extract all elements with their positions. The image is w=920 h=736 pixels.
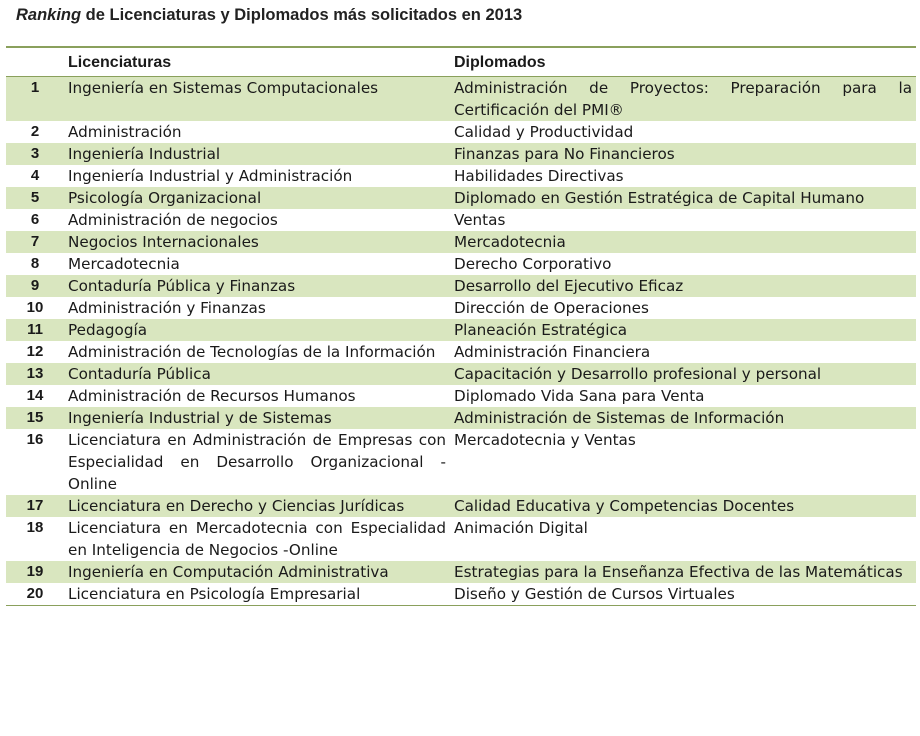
- diplomado-cell: Administración Financiera: [454, 343, 651, 361]
- licenciatura-cell: Contaduría Pública: [68, 365, 211, 383]
- licenciatura-cell: Pedagogía: [68, 321, 148, 339]
- table-row: [6, 143, 916, 165]
- table-row: [6, 495, 916, 517]
- licenciatura-cell: Mercadotecnia: [68, 255, 180, 273]
- diplomado-cell: Habilidades Directivas: [454, 167, 624, 185]
- table-row: [6, 253, 916, 275]
- rank-number: 17: [26, 497, 44, 514]
- table-row: [6, 77, 916, 122]
- rank-number: 6: [30, 211, 40, 228]
- diplomado-cell: Capacitación y Desarrollo profesional y personal: [454, 365, 822, 383]
- licenciatura-cell: Administración de Tecnologías de la Información: [68, 343, 436, 361]
- licenciatura-cell: Contaduría Pública y Finanzas: [68, 277, 296, 295]
- ranking-table: [6, 46, 916, 606]
- diplomado-cell: Desarrollo del Ejecutivo Eficaz: [454, 277, 684, 295]
- rank-number: 10: [26, 299, 44, 316]
- licenciatura-cell: Administración de Recursos Humanos: [68, 387, 356, 405]
- table-row: [6, 275, 916, 297]
- rank-number: 8: [30, 255, 40, 272]
- rank-number: 9: [30, 277, 40, 294]
- header-diplomados: Diplomados: [454, 54, 546, 71]
- licenciatura-cell: Ingeniería en Sistemas Computacionales: [68, 79, 379, 97]
- licenciatura-cell: Ingeniería Industrial y de Sistemas: [68, 409, 332, 427]
- licenciatura-cell: Ingeniería Industrial: [68, 145, 221, 163]
- page-title: [16, 6, 522, 25]
- diplomado-cell: Planeación Estratégica: [454, 321, 628, 339]
- licenciatura-cell: Licenciatura en Administración de Empresas con Especialidad en Desarrollo Organizacional -Online: [68, 431, 446, 493]
- rank-number: 12: [26, 343, 44, 360]
- table-row: [6, 385, 916, 407]
- table-row: [6, 341, 916, 363]
- table-row: [6, 561, 916, 583]
- licenciatura-cell: Administración y Finanzas: [68, 299, 266, 317]
- rank-number: 14: [26, 387, 44, 404]
- table-row: [6, 297, 916, 319]
- table-row: [6, 209, 916, 231]
- licenciatura-cell: Licenciatura en Derecho y Ciencias Jurídicas: [68, 497, 405, 515]
- diplomado-cell: Administración de Sistemas de Información: [454, 409, 785, 427]
- table-row: [6, 121, 916, 143]
- rank-number: 4: [30, 167, 40, 184]
- table-row: [6, 363, 916, 385]
- table-row: [6, 407, 916, 429]
- diplomado-cell: Mercadotecnia: [454, 233, 566, 251]
- rank-number: 7: [30, 233, 40, 250]
- diplomado-cell: Finanzas para No Financieros: [454, 145, 675, 163]
- licenciatura-cell: Negocios Internacionales: [68, 233, 259, 251]
- rank-number: 3: [30, 145, 40, 162]
- table-row: [6, 319, 916, 341]
- licenciatura-cell: Licenciatura en Mercadotecnia con Especialidad en Inteligencia de Negocios -Online: [68, 519, 446, 559]
- table-row: [6, 187, 916, 209]
- rank-number: 1: [30, 79, 40, 96]
- diplomado-cell: Administración de Proyectos: Preparación para la Certificación del PMI®: [454, 79, 912, 119]
- rank-number: 11: [27, 321, 43, 338]
- diplomado-cell: Calidad Educativa y Competencias Docentes: [454, 497, 795, 515]
- diplomado-cell: Calidad y Productividad: [454, 123, 634, 141]
- diplomado-cell: Ventas: [454, 211, 506, 229]
- rank-number: 19: [26, 563, 44, 580]
- licenciatura-cell: Licenciatura en Psicología Empresarial: [68, 585, 361, 603]
- diplomado-cell: Diseño y Gestión de Cursos Virtuales: [454, 585, 735, 603]
- diplomado-cell: Derecho Corporativo: [454, 255, 612, 273]
- table-row: [6, 231, 916, 253]
- rank-number: 18: [26, 519, 44, 536]
- licenciatura-cell: Ingeniería Industrial y Administración: [68, 167, 353, 185]
- rank-number: 20: [26, 585, 44, 602]
- header-number: [6, 47, 64, 77]
- diplomado-cell: Mercadotecnia y Ventas: [454, 431, 636, 449]
- rank-number: 13: [26, 365, 44, 382]
- diplomado-cell: Diplomado Vida Sana para Venta: [454, 387, 705, 405]
- table-row: [6, 517, 916, 561]
- header-licenciaturas: Licenciaturas: [68, 54, 172, 71]
- diplomado-cell: Diplomado en Gestión Estratégica de Capital Humano: [454, 189, 865, 207]
- header-row: [6, 47, 916, 77]
- rank-number: 5: [30, 189, 40, 206]
- title-rest: de Licenciaturas y Diplomados más solicitados en 2013: [81, 6, 523, 24]
- rank-number: 15: [26, 409, 44, 426]
- diplomado-cell: Estrategias para la Enseñanza Efectiva de las Matemáticas: [454, 563, 903, 581]
- rank-number: 2: [30, 123, 40, 140]
- licenciatura-cell: Psicología Organizacional: [68, 189, 262, 207]
- diplomado-cell: Animación Digital: [454, 519, 588, 537]
- table-row: [6, 165, 916, 187]
- licenciatura-cell: Administración: [68, 123, 182, 141]
- table-row: [6, 429, 916, 495]
- title-italic: Ranking: [16, 6, 82, 24]
- licenciatura-cell: Administración de negocios: [68, 211, 278, 229]
- rank-number: 16: [26, 431, 44, 448]
- diplomado-cell: Dirección de Operaciones: [454, 299, 649, 317]
- licenciatura-cell: Ingeniería en Computación Administrativa: [68, 563, 389, 581]
- table-row: [6, 583, 916, 606]
